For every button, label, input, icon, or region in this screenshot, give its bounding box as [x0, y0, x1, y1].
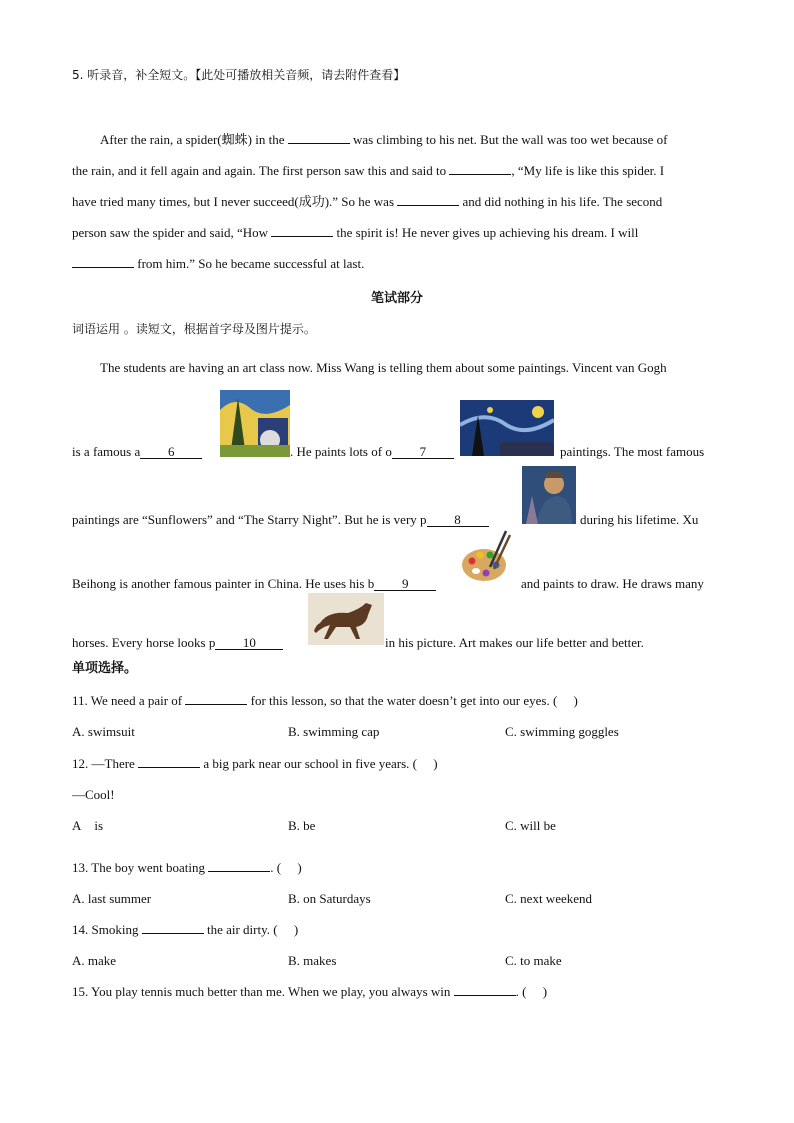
mc-heading: 单项选择。 [72, 661, 138, 676]
passage-line: After the rain, a spider(蜘蛛) in the was climbing to his net. But the wall was too wet because of [100, 132, 668, 147]
option-c[interactable]: C. will be [505, 818, 556, 833]
blank-10[interactable]: 10 [215, 636, 283, 650]
option-a[interactable]: A is [72, 818, 104, 833]
passage-line: the rain, and it fell again and again. The first person saw this and said to , “My life is like this spider. I [72, 163, 665, 178]
option-b[interactable]: B. makes [288, 953, 337, 968]
option-c[interactable]: C. swimming goggles [505, 724, 619, 739]
passage-line: paintings are “Sunflowers” and “The Starry Night”. But he is very p 8 [72, 511, 489, 529]
question-stem: 11. We need a pair of for this lesson, so that the water doesn’t get into our eyes. ( ) [72, 693, 578, 708]
passage-line: during his lifetime. Xu [580, 512, 699, 527]
section-heading: 笔试部分 [370, 291, 423, 306]
option-a[interactable]: A. swimsuit [72, 724, 135, 739]
dialog-reply: —Cool! [72, 787, 115, 802]
answer-blank[interactable] [138, 755, 200, 768]
answer-blank[interactable] [454, 983, 516, 996]
self-portrait-image [522, 466, 576, 524]
passage-line: from him.” So he became successful at last. [72, 255, 364, 273]
option-a[interactable]: A. make [72, 953, 117, 968]
listening-title: 5. 听录音，补全短文。【此处可播放相关音频，请去附件查看】 [72, 68, 406, 82]
question-stem: 14. Smoking the air dirty. ( ) [72, 922, 299, 937]
answer-blank[interactable] [142, 921, 204, 934]
passage-line: . He paints lots of o 7 [290, 443, 454, 461]
option-a[interactable]: A. last summer [72, 891, 152, 906]
passage-line: and paints to draw. He draws many [521, 576, 704, 591]
answer-blank[interactable] [208, 859, 270, 872]
answer-blank[interactable] [185, 692, 247, 705]
option-c[interactable]: C. to make [505, 953, 562, 968]
blank-6[interactable]: 6 [140, 445, 202, 459]
answer-blank[interactable] [271, 224, 333, 237]
option-b[interactable]: B. swimming cap [288, 724, 380, 739]
blank-8[interactable]: 8 [427, 513, 489, 527]
passage-line: Beihong is another famous painter in China. He uses his b 9 [72, 575, 436, 593]
passage-line: paintings. The most famous [560, 444, 705, 459]
passage-line: is a famous a 6 [72, 443, 202, 461]
passage-line: horses. Every horse looks p 10 [72, 634, 283, 652]
option-c[interactable]: C. next weekend [505, 891, 593, 906]
question-stem: 12. —There a big park near our school in five years. ( ) [72, 756, 438, 771]
passage-line: person saw the spider and said, “How the spirit is! He never gives up achieving his dream. I will [72, 225, 639, 240]
blank-9[interactable]: 9 [374, 577, 436, 591]
question-stem: 15. You play tennis much better than me. When we play, you always win . ( ) [72, 984, 548, 999]
option-b[interactable]: B. on Saturdays [288, 891, 371, 906]
option-b[interactable]: B. be [288, 818, 316, 833]
passage-line: The students are having an art class now. Miss Wang is telling them about some paintings. Vincent van Gogh [100, 360, 667, 375]
vocab-instruction: 词语运用 。读短文，根据首字母及图片提示。 [72, 322, 316, 336]
answer-blank[interactable] [397, 193, 459, 206]
artist-painting-image [220, 390, 290, 457]
starry-night-image [460, 400, 554, 456]
answer-blank[interactable] [72, 255, 134, 268]
passage-line: in his picture. Art makes our life better and better. [385, 635, 644, 650]
horse-painting-image [308, 593, 384, 645]
question-stem: 13. The boy went boating . ( ) [72, 860, 302, 875]
palette-brush-icon [460, 527, 512, 587]
blank-7[interactable]: 7 [392, 445, 454, 459]
answer-blank[interactable] [288, 131, 350, 144]
answer-blank[interactable] [449, 162, 511, 175]
passage-line: have tried many times, but I never succeed(成功).” So he was and did nothing in his life. The second [72, 194, 663, 209]
